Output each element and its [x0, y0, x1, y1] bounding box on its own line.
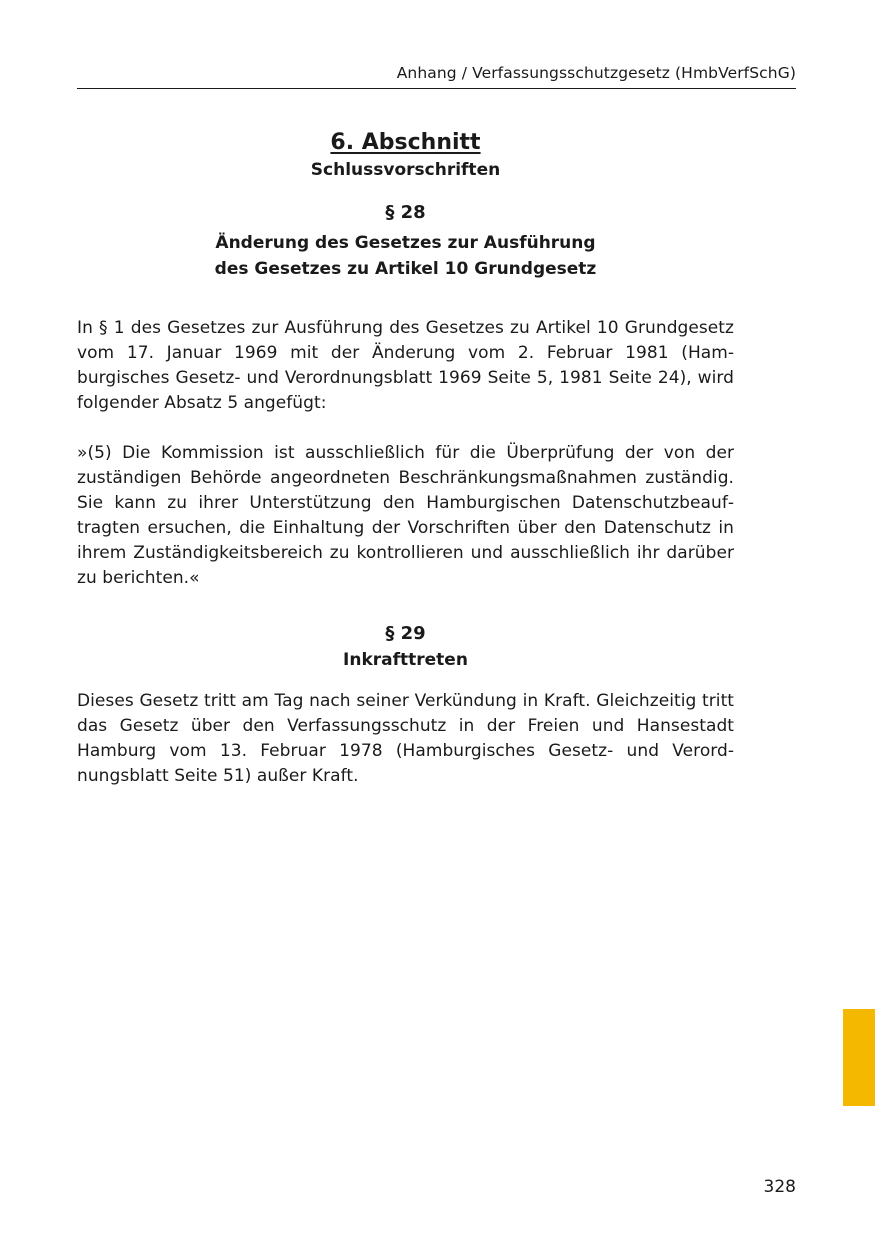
chapter-title: [77, 128, 734, 158]
section-29-number: § 29: [385, 623, 426, 644]
section-28-paragraph-2: »(5) Die Kommission ist ausschließlich für die Überprüfung der von der zuständigen Behörde angeordneten Beschränkungsmaßnahmen zuständig. Sie kann zu ihrer Unterstützung den Hamburgischen Datenschutzbeauftragten ersuchen, die Einhaltung der Vorschriften über den Datenschutz in ihrem Zuständigkeitsbereich zu kontrollieren und ausschließlich ihr darüber zu berichten.«: [77, 443, 734, 588]
section-29-paragraph-1: Dieses Gesetz tritt am Tag nach seiner Verkündung in Kraft. Gleichzeitig tritt das Gesetz über den Verfassungsschutz in der Freien und Hansestadt Hamburg vom 13. Februar 1978 (Hamburgisches Gesetz- und Verordnungsblatt Seite 51) außer Kraft.: [77, 691, 734, 786]
chapter-title-text: 6. Abschnitt: [330, 130, 481, 155]
chapter-subtitle: Schlussvorschriften: [310, 160, 501, 180]
section-28-paragraph-1: In § 1 des Gesetzes zur Ausführung des Gesetzes zu Artikel 10 Grundgesetz vom 17. Januar 1969 mit der Änderung vom 2. Februar 1981 (Hamburgisches Gesetz- und Verordnungsblatt 1969 Seite 5, 1981 Seite 24), wird folgender Absatz 5 angefügt:: [77, 318, 734, 413]
section-29-title: Inkrafttreten: [343, 650, 468, 670]
section-28-title-line-2: des Gesetzes zu Artikel 10 Grundgesetz: [214, 259, 597, 279]
page-number: 328: [763, 1177, 796, 1197]
page-content: [77, 128, 734, 789]
thumb-index-tab: [843, 1009, 875, 1106]
header-rule: [77, 88, 796, 89]
section-28-number: § 28: [385, 202, 426, 223]
section-28-title-line-1: Änderung des Gesetzes zur Ausführung: [215, 233, 596, 253]
running-header: Anhang / Verfassungsschutzgesetz (HmbVerfSchG): [396, 64, 796, 82]
section-28-title: [77, 230, 734, 282]
